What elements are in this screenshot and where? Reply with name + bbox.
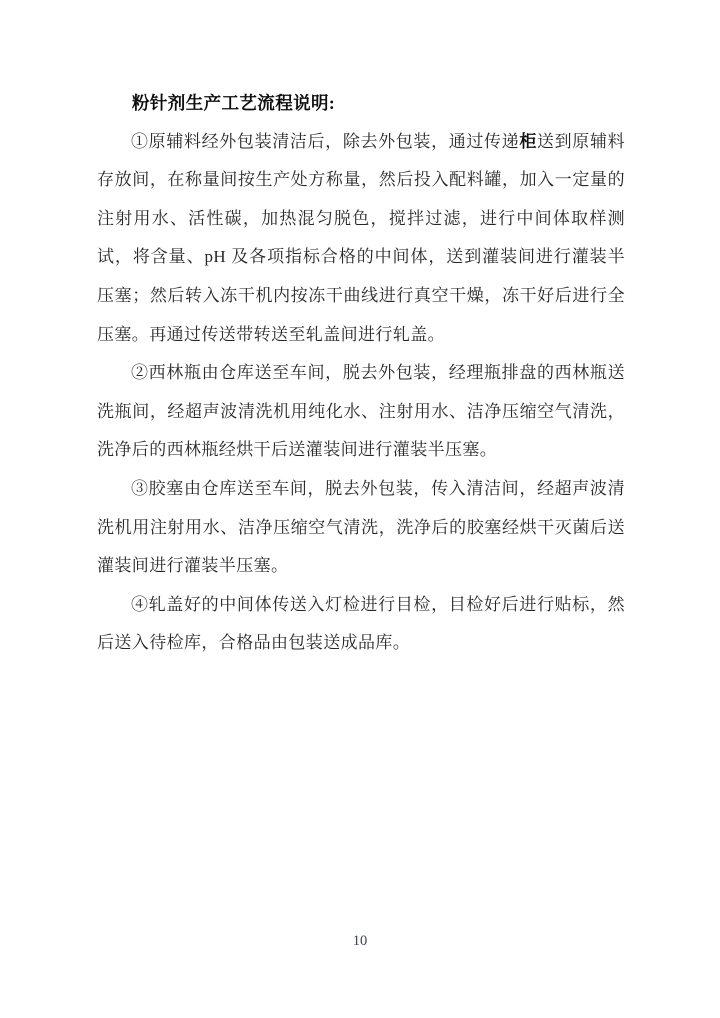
page-number: 10	[352, 933, 368, 949]
section-title: 粉针剂生产工艺流程说明:	[132, 93, 336, 113]
paragraph-3-text: 胶塞由仓库送至车间，脱去外包装，传入清洁间，经超声波清洗机用注射用水、洁净压缩空气清洗，洗净后的胶塞经烘干灭菌后送灌装间进行灌装半压塞。	[97, 478, 625, 576]
paragraph-2	[97, 354, 625, 470]
paragraph-1-marker: ①	[131, 131, 149, 151]
paragraph-4-marker: ④	[131, 594, 149, 614]
paragraph-4	[97, 586, 625, 663]
paragraph-1-bold-char: 柜	[519, 131, 537, 151]
paragraph-4-text: 轧盖好的中间体传送入灯检进行目检，目检好后进行贴标，然后送入待检库，合格品由包装送成品库。	[97, 594, 625, 653]
paragraph-1-text-a: 原辅料经外包装清洁后，除去外包装，通过传递	[148, 131, 520, 151]
paragraph-3-marker: ③	[131, 478, 149, 498]
document-body	[97, 84, 625, 663]
paragraph-3	[97, 470, 625, 586]
paragraph-1-text-b: 送到原辅料存放间，在称量间按生产处方称量，然后投入配料罐，加入一定量的注射用水、活性碳，加热混匀脱色，搅拌过滤，进行中间体取样测试，将含量、pH 及各项指标合格的中间体，送到灌装间进行灌装半压塞；然后转入冻干机内按冻干曲线进行真空干燥，冻干好后进行全压塞。再通过传送带转送至轧盖间进行轧盖。	[97, 131, 626, 344]
paragraph-2-marker: ②	[131, 363, 149, 383]
paragraph-2-text: 西林瓶由仓库送至车间，脱去外包装，经理瓶排盘的西林瓶送洗瓶间，经超声波清洗机用纯化水、注射用水、洁净压缩空气清洗，洗净后的西林瓶经烘干后送灌装间进行灌装半压塞。	[97, 363, 625, 460]
paragraph-1	[97, 123, 625, 355]
